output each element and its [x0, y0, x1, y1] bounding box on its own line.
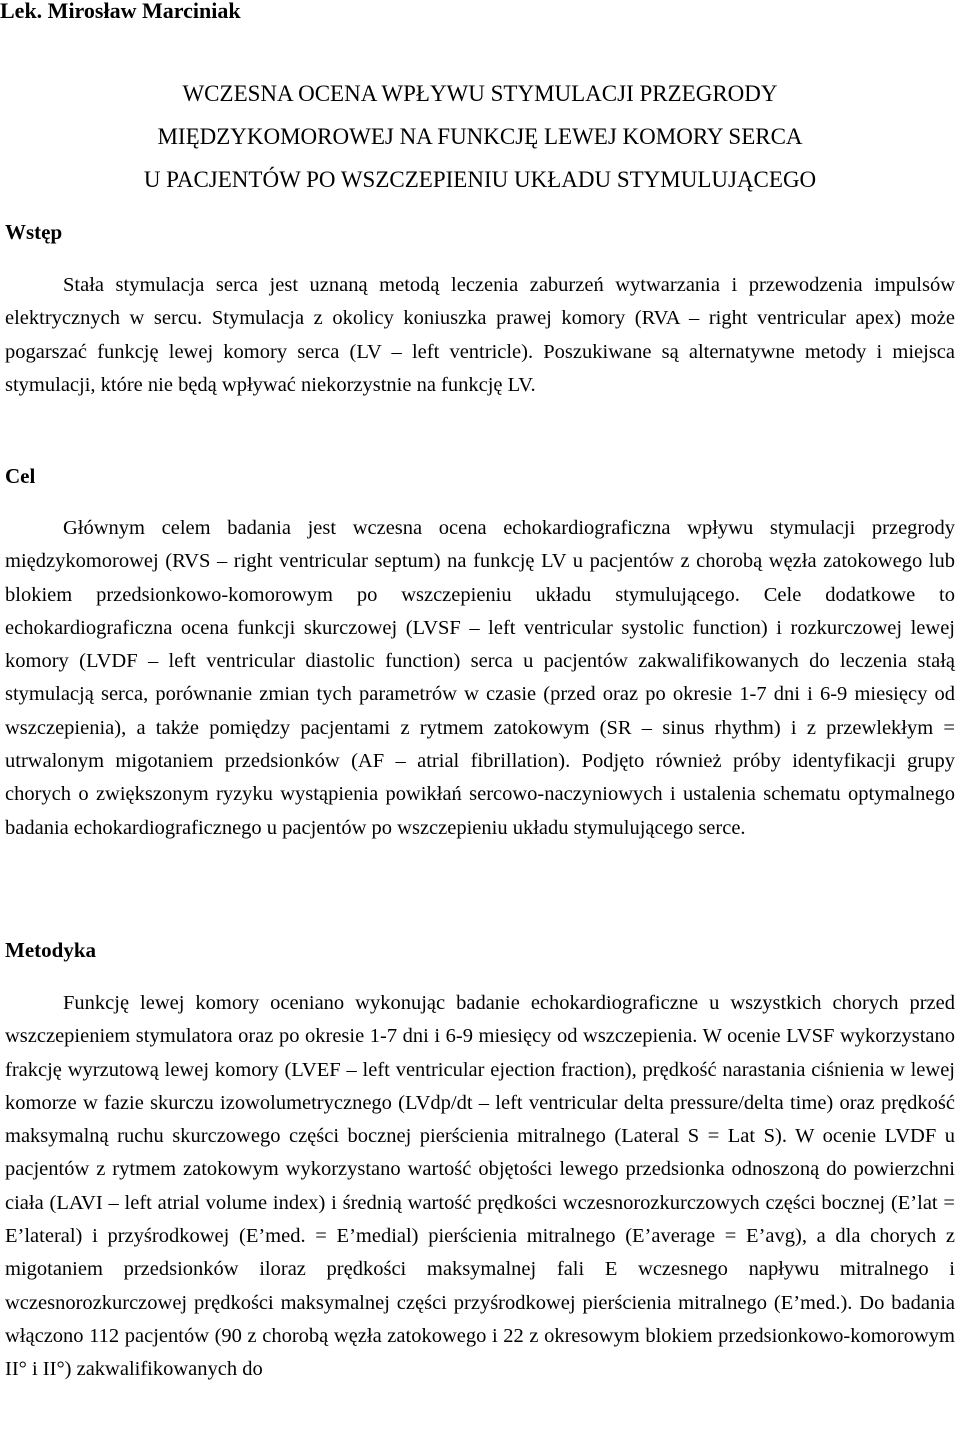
section-text-metodyka: Funkcję lewej komory oceniano wykonując badanie echokardiograficzne u wszystkich chorych przed wszczepieniem stymulatora oraz po okresie 1-7 dni i 6-9 miesięcy od wszczepienia. W ocenie LVSF wykorzystano frakcję wyrzutową lewej komory (LVEF – left ventricular ejection fraction), prędkość narastania ciśnienia w lewej komorze w fazie skurczu izowolumetrycznego (LVdp/dt – left ventricular delta pressure/delta time) oraz prędkość maksymalną ruchu skurczowego części bocznej pierścienia mitralnego (Lateral S = Lat S). W ocenie LVDF u pacjentów z rytmem zatokowym wykorzystano wartość objętości lewego przedsionka odnoszoną do powierzchni ciała (LAVI – left atrial volume index) i średnią wartość prędkości wczesnorozkurczowych części bocznej (E’lat = E’lateral) i przyśrodkowej (E’med. = E’medial) pierścienia mitralnego (E’average = E’avg), a dla chorych z migotaniem przedsionków iloraz prędkości maksymalnej fali E wczesnego napływu mitralnego i wczesnorozkurczowej prędkości maksymalnej części przyśrodkowej pierścienia mitralnego (E’med.). Do badania włączono 112 pacjentów (90 z chorobą węzła zatokowego i 22 z okresowym blokiem przedsionkowo-komorowym II° i II°) zakwalifikowanych do	[5, 992, 955, 1381]
title-line-3: U PACJENTÓW PO WSZCZEPIENIU UKŁADU STYMULUJĄCEGO	[143, 167, 817, 192]
document-title	[0, 72, 960, 201]
section-heading-metodyka: Metodyka	[5, 938, 96, 962]
title-line-2: MIĘDZYKOMOROWEJ NA FUNKCJĘ LEWEJ KOMORY SERCA	[157, 124, 803, 149]
section-heading-wstep: Wstęp	[5, 220, 63, 244]
section-text-cel: Głównym celem badania jest wczesna ocena echokardiograficzna wpływu stymulacji przegrody międzykomorowej (RVS – right ventricular septum) na funkcję LV u pacjentów z chorobą węzła zatokowego lub blokiem przedsionkowo-komorowym po wszczepieniu układu stymulującego. Cele dodatkowe to echokardiograficzna ocena funkcji skurczowej (LVSF – left ventricular systolic function) i rozkurczowej lewej komory (LVDF – left ventricular diastolic function) serca u pacjentów zakwalifikowanych do leczenia stałą stymulacją serca, porównanie zmian tych parametrów w czasie (przed oraz po okresie 1-7 dni i 6-9 miesięcy od wszczepienia), a także pomiędzy pacjentami z rytmem zatokowym (SR – sinus rhythm) i z przewlekłym = utrwalonym migotaniem przedsionków (AF – atrial fibrillation). Podjęto również próby identyfikacji grupy chorych o zwiększonym ryzyku wystąpienia powikłań sercowo-naczyniowych i ustalenia schematu optymalnego badania echokardiograficznego u pacjentów po wszczepieniu układu stymulującego serce.	[5, 517, 955, 839]
title-line-1: WCZESNA OCENA WPŁYWU STYMULACJI PRZEGRODY	[182, 81, 778, 106]
section-heading-cel: Cel	[5, 464, 36, 488]
section-text-wstep: Stała stymulacja serca jest uznaną metodą leczenia zaburzeń wytwarzania i przewodzenia impulsów elektrycznych w sercu. Stymulacja z okolicy koniuszka prawej komory (RVA – right ventricular apex) może pogarszać funkcję lewej komory serca (LV – left ventricle). Poszukiwane są alternatywne metody i miejsca stymulacji, które nie będą wpływać niekorzystnie na funkcję LV.	[5, 274, 955, 396]
author-name: Lek. Mirosław Marciniak	[0, 0, 241, 23]
